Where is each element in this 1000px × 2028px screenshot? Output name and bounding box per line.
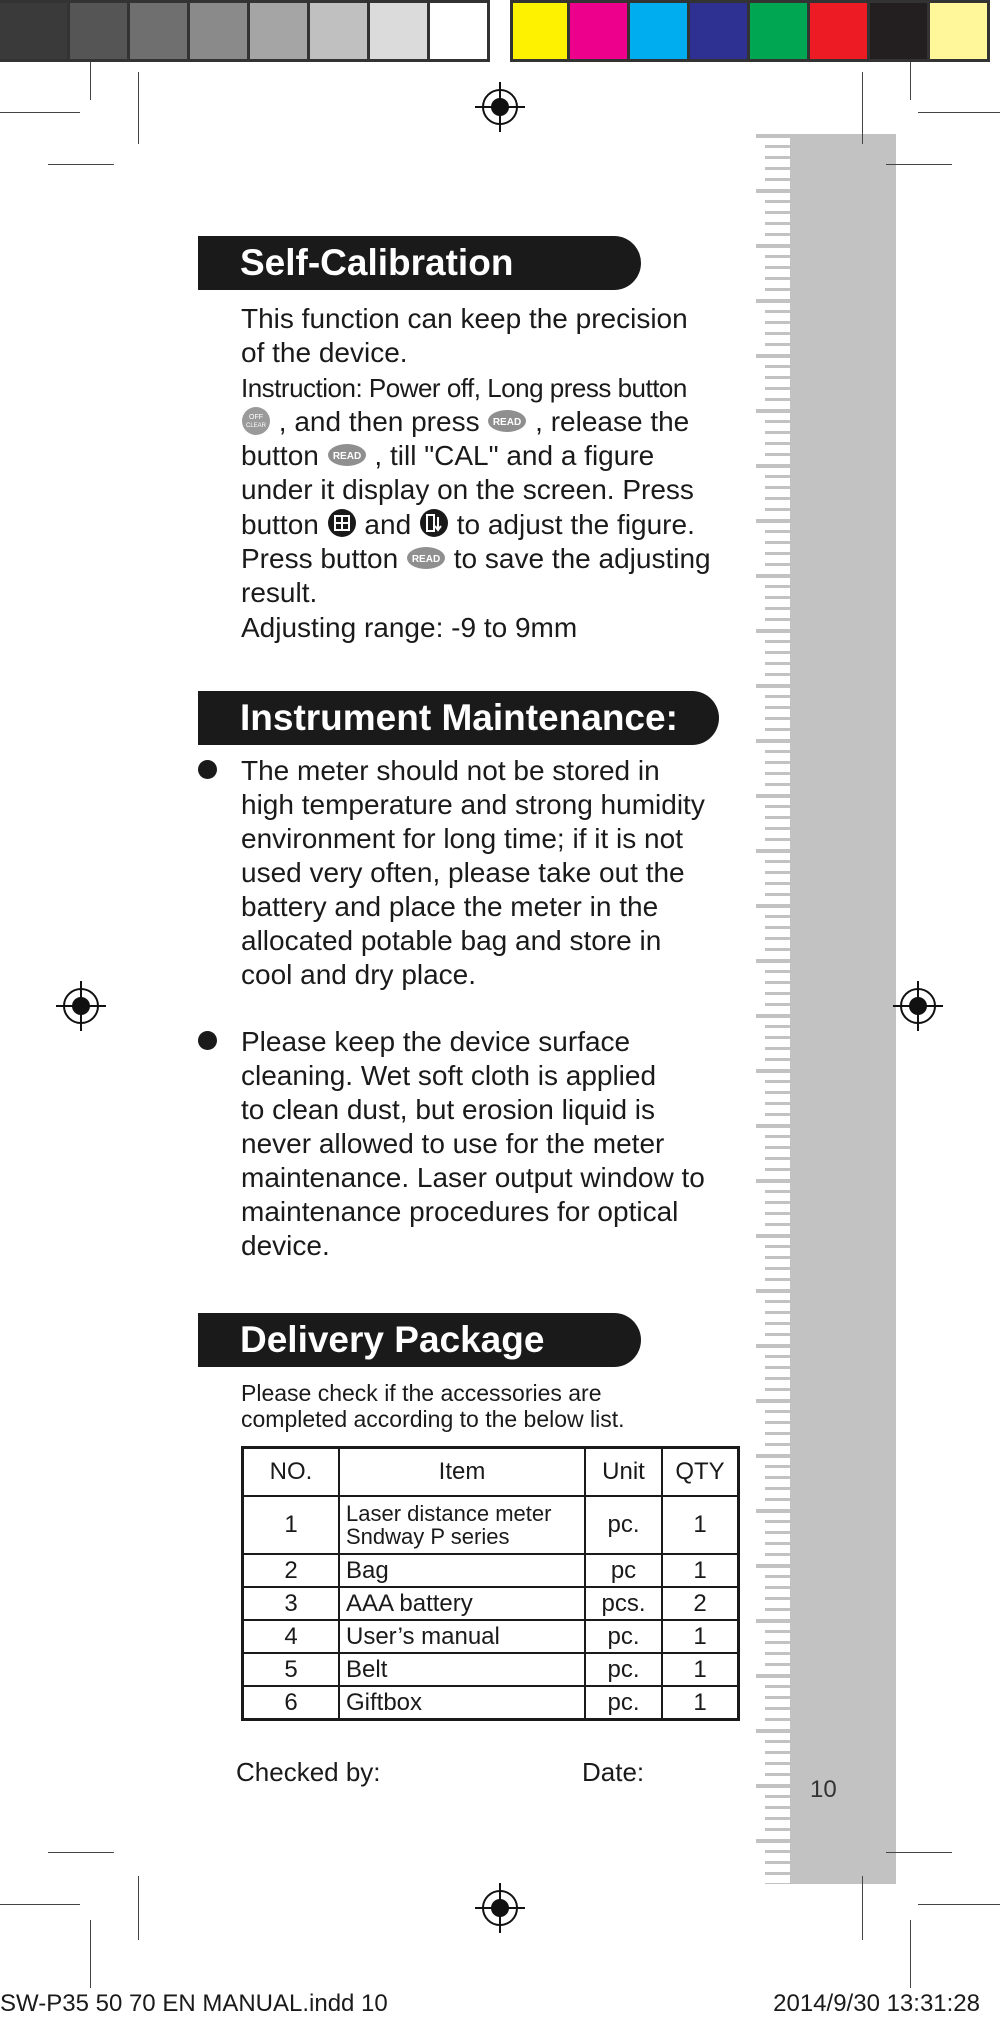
table-row	[243, 1653, 739, 1686]
header-item: Item	[339, 1448, 585, 1497]
cell-qty: 2	[662, 1587, 739, 1620]
crop-mark	[90, 1920, 91, 1988]
maintenance-heading: Instrument Maintenance:	[198, 691, 719, 745]
color-swatch	[930, 0, 990, 62]
cell-unit: pc.	[585, 1496, 662, 1554]
delivery-heading: Delivery Package	[198, 1313, 641, 1367]
cell-item: Belt	[339, 1653, 585, 1686]
crop-mark	[918, 112, 1000, 113]
gray-swatch	[130, 0, 190, 62]
color-swatch	[690, 0, 750, 62]
crop-mark	[862, 1876, 863, 1940]
registration-mark-icon	[475, 1883, 525, 1933]
crop-mark	[910, 62, 911, 100]
text-line: result.	[241, 577, 318, 609]
header-unit: Unit	[585, 1448, 662, 1497]
crop-mark	[910, 1920, 911, 1988]
cell-qty: 1	[662, 1686, 739, 1720]
crop-mark	[862, 72, 863, 144]
off-clear-button-icon	[241, 406, 271, 436]
registration-mark-icon	[56, 981, 106, 1031]
cell-unit: pc.	[585, 1686, 662, 1720]
crop-mark	[886, 164, 952, 165]
crop-mark	[0, 112, 80, 113]
bullet-icon	[198, 1031, 217, 1050]
gray-swatch	[0, 0, 70, 62]
cell-no: 4	[243, 1620, 340, 1653]
color-swatch	[510, 0, 570, 62]
svg-text:READ: READ	[493, 416, 522, 428]
text-line: Instruction: Power off, Long press button	[241, 372, 687, 403]
cell-qty: 1	[662, 1496, 739, 1554]
gray-swatch	[70, 0, 130, 62]
text-line: under it display on the screen. Press	[241, 474, 694, 506]
text-line: battery and place the meter in the	[241, 891, 659, 922]
text-line: Adjusting range: -9 to 9mm	[241, 611, 578, 643]
cell-item: Bag	[339, 1554, 585, 1587]
text-line: Please keep the device surface	[241, 1026, 631, 1057]
maintenance-bullet-2	[241, 1025, 761, 1263]
cell-no: 3	[243, 1587, 340, 1620]
table-header-row	[243, 1448, 739, 1497]
crop-mark	[138, 1876, 139, 1940]
swatch-gap	[490, 0, 510, 62]
header-qty: QTY	[662, 1448, 739, 1497]
cell-no: 6	[243, 1686, 340, 1720]
gray-swatch	[370, 0, 430, 62]
text-line: cleaning. Wet soft cloth is applied	[241, 1060, 657, 1091]
cell-qty: 1	[662, 1653, 739, 1686]
text-line: button and to adjust the figure.	[241, 508, 695, 540]
svg-text:READ: READ	[332, 450, 361, 462]
header-no: NO.	[243, 1448, 340, 1497]
svg-text:OFF: OFF	[249, 413, 263, 421]
delivery-package-table	[241, 1446, 740, 1721]
crop-mark	[90, 62, 91, 100]
registration-mark-icon	[893, 981, 943, 1031]
cell-qty: 1	[662, 1620, 739, 1653]
text-line: maintenance. Laser output window to	[241, 1162, 705, 1193]
text-line: button READ , till "CAL" and a figure	[241, 440, 655, 472]
registration-mark-icon	[475, 82, 525, 132]
text-line: OFF CLEAR , and then press READ , release the	[241, 405, 761, 439]
text-line: maintenance procedures for optical	[241, 1196, 679, 1227]
text-line: cool and dry place.	[241, 959, 477, 990]
table-row	[243, 1496, 739, 1554]
crop-mark	[48, 1852, 114, 1853]
color-swatch	[570, 0, 630, 62]
cell-unit: pc.	[585, 1653, 662, 1686]
text-line: never allowed to use for the meter	[241, 1128, 665, 1159]
cell-item: Giftbox	[339, 1686, 585, 1720]
cell-unit: pc	[585, 1554, 662, 1587]
timestamp-slug: 2014/9/30 13:31:28	[773, 1990, 980, 2017]
crop-mark	[886, 1852, 952, 1853]
color-swatch	[870, 0, 930, 62]
table-row	[243, 1620, 739, 1653]
crop-mark	[0, 1904, 80, 1905]
cell-item	[339, 1496, 585, 1554]
text-line: Press button READ to save the adjusting	[241, 543, 711, 575]
crop-mark	[918, 1904, 1000, 1905]
text-line: to clean dust, but erosion liquid is	[241, 1094, 656, 1125]
cell-qty: 1	[662, 1554, 739, 1587]
file-slug: SW-P35 50 70 EN MANUAL.indd 10	[0, 1990, 388, 2017]
color-swatch	[630, 0, 690, 62]
cell-unit: pc.	[585, 1620, 662, 1653]
gray-swatch	[310, 0, 370, 62]
crop-mark	[48, 164, 114, 165]
text-line: allocated potable bag and store in	[241, 925, 662, 956]
cell-item: User’s manual	[339, 1620, 585, 1653]
text-line: used very often, please take out the	[241, 857, 685, 888]
svg-text:READ: READ	[411, 553, 441, 565]
text-line: device.	[241, 1230, 330, 1261]
cell-no: 5	[243, 1653, 340, 1686]
crop-mark	[138, 72, 139, 144]
table-row	[243, 1686, 739, 1720]
gray-swatch	[250, 0, 310, 62]
text-line: The meter should not be stored in	[241, 755, 660, 786]
read-button-icon	[327, 443, 367, 467]
color-swatch	[810, 0, 870, 62]
text-line: of the device.	[241, 337, 408, 369]
reference-button-icon	[419, 508, 449, 538]
self-calibration-heading: Self-Calibration	[198, 236, 641, 290]
text-line: environment for long time; if it is not	[241, 823, 683, 854]
cell-item-line: Laser distance meter	[346, 1501, 552, 1526]
color-calibration-bar	[0, 0, 990, 62]
text-line: high temperature and strong humidity	[241, 789, 705, 820]
cell-no: 2	[243, 1554, 340, 1587]
text-line: completed according to the below list.	[241, 1406, 625, 1432]
cell-unit: pcs.	[585, 1587, 662, 1620]
checked-by-label: Checked by:	[236, 1757, 381, 1787]
read-button-icon	[487, 409, 527, 433]
color-swatch	[750, 0, 810, 62]
text-line: This function can keep the precision	[241, 303, 688, 334]
cell-item: AAA battery	[339, 1587, 585, 1620]
read-button-icon	[406, 546, 446, 570]
table-row	[243, 1587, 739, 1620]
cell-no: 1	[243, 1496, 340, 1554]
table-row	[243, 1554, 739, 1587]
gray-swatch	[190, 0, 250, 62]
gray-swatch	[430, 0, 490, 62]
text-line: Please check if the accessories are	[241, 1380, 602, 1406]
measurement-ruler	[790, 134, 896, 1884]
area-button-icon	[327, 508, 357, 538]
ruler-major-ticks	[756, 134, 792, 1884]
page-number: 10	[810, 1776, 837, 1803]
delivery-intro	[241, 1380, 761, 1432]
svg-text:CLEAR: CLEAR	[245, 422, 267, 429]
self-calibration-text	[241, 302, 761, 645]
bullet-icon	[198, 760, 217, 779]
date-label: Date:	[582, 1757, 645, 1787]
maintenance-bullet-1	[241, 754, 761, 992]
cell-item-line: Sndway P series	[346, 1524, 510, 1549]
